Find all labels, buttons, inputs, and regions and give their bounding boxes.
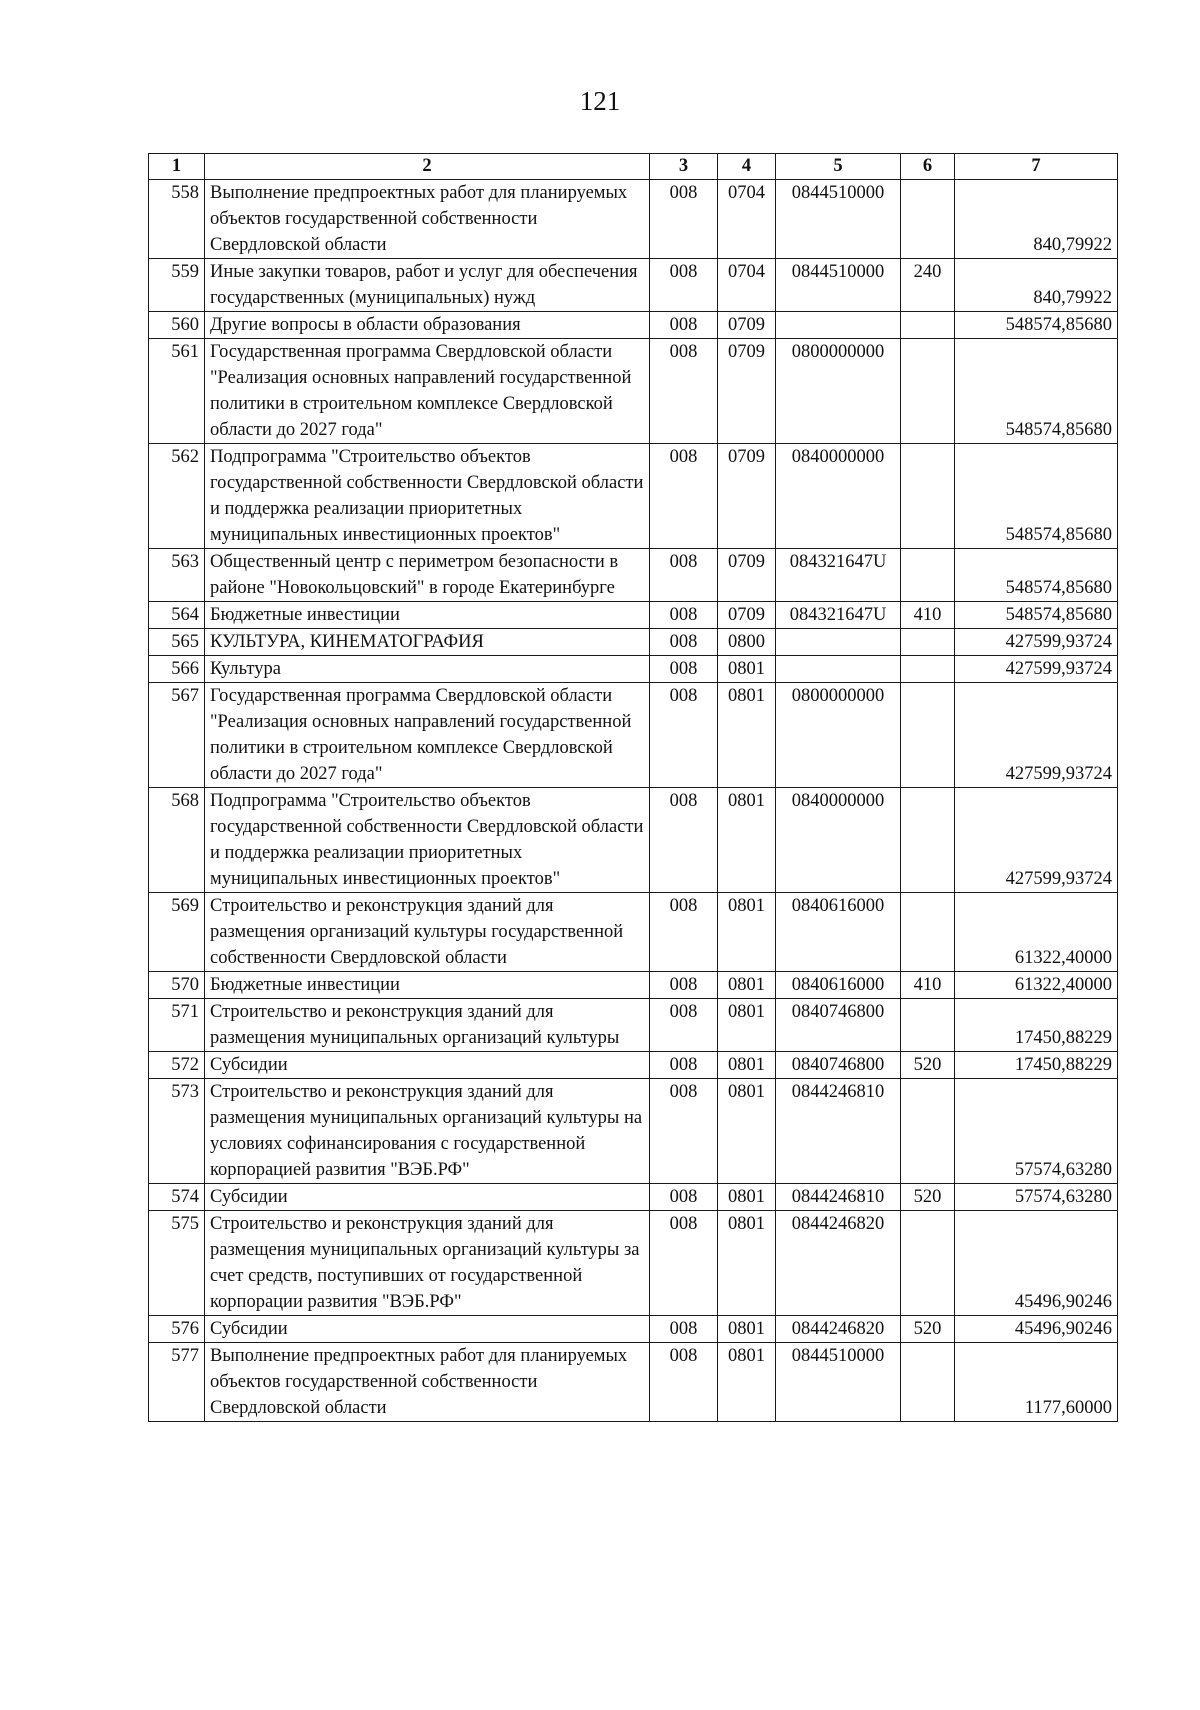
header-col-7: 7 bbox=[955, 154, 1118, 180]
row-number: 562 bbox=[149, 444, 205, 549]
row-code-4: 0801 bbox=[718, 1211, 776, 1316]
budget-table bbox=[148, 153, 1118, 1422]
row-name: Строительство и реконструкция зданий для размещения муниципальных организаций культуры на условиях софинансирования с государственной корпорацией развития "ВЭБ.РФ" bbox=[205, 1079, 650, 1184]
row-code-5: 0840746800 bbox=[776, 1052, 901, 1079]
row-number: 558 bbox=[149, 180, 205, 259]
row-code-4: 0800 bbox=[718, 629, 776, 656]
row-code-4: 0801 bbox=[718, 893, 776, 972]
row-amount: 427599,93724 bbox=[955, 683, 1118, 788]
row-code-5: 0840746800 bbox=[776, 999, 901, 1052]
row-code-6: 410 bbox=[901, 972, 955, 999]
header-col-3: 3 bbox=[650, 154, 718, 180]
row-number: 570 bbox=[149, 972, 205, 999]
row-code-5: 0844510000 bbox=[776, 1343, 901, 1422]
row-code-6 bbox=[901, 180, 955, 259]
header-col-4: 4 bbox=[718, 154, 776, 180]
row-number: 566 bbox=[149, 656, 205, 683]
row-code-5 bbox=[776, 656, 901, 683]
header-col-6: 6 bbox=[901, 154, 955, 180]
row-code-4: 0704 bbox=[718, 259, 776, 312]
row-code-3: 008 bbox=[650, 1052, 718, 1079]
row-number: 561 bbox=[149, 339, 205, 444]
table-row bbox=[149, 683, 1118, 788]
row-code-3: 008 bbox=[650, 444, 718, 549]
row-name: Строительство и реконструкция зданий для размещения организаций культуры государственной собственности Свердловской области bbox=[205, 893, 650, 972]
row-code-3: 008 bbox=[650, 549, 718, 602]
row-number: 572 bbox=[149, 1052, 205, 1079]
row-name: Субсидии bbox=[205, 1052, 650, 1079]
row-number: 559 bbox=[149, 259, 205, 312]
table-row bbox=[149, 339, 1118, 444]
row-name: Подпрограмма "Строительство объектов государственной собственности Свердловской области и поддержка реализации приоритетных муниципальных инвестиционных проектов" bbox=[205, 788, 650, 893]
row-code-6: 410 bbox=[901, 602, 955, 629]
row-code-5: 0840000000 bbox=[776, 788, 901, 893]
header-col-5: 5 bbox=[776, 154, 901, 180]
row-code-6 bbox=[901, 683, 955, 788]
row-name: Государственная программа Свердловской области "Реализация основных направлений государственной политики в строительном комплексе Свердловской области до 2027 года" bbox=[205, 339, 650, 444]
row-name: Бюджетные инвестиции bbox=[205, 602, 650, 629]
row-code-4: 0801 bbox=[718, 999, 776, 1052]
row-code-6: 240 bbox=[901, 259, 955, 312]
row-amount: 840,79922 bbox=[955, 259, 1118, 312]
row-code-5: 0844246810 bbox=[776, 1184, 901, 1211]
table-body bbox=[149, 180, 1118, 1422]
row-number: 564 bbox=[149, 602, 205, 629]
row-code-4: 0801 bbox=[718, 1343, 776, 1422]
row-name: Государственная программа Свердловской области "Реализация основных направлений государственной политики в строительном комплексе Свердловской области до 2027 года" bbox=[205, 683, 650, 788]
table-row bbox=[149, 788, 1118, 893]
row-code-4: 0801 bbox=[718, 972, 776, 999]
table-row bbox=[149, 1316, 1118, 1343]
row-code-5: 0840000000 bbox=[776, 444, 901, 549]
row-number: 574 bbox=[149, 1184, 205, 1211]
row-code-3: 008 bbox=[650, 312, 718, 339]
row-code-4: 0801 bbox=[718, 656, 776, 683]
header-row bbox=[149, 154, 1118, 180]
row-code-5: 0800000000 bbox=[776, 683, 901, 788]
row-code-5: 0840616000 bbox=[776, 972, 901, 999]
row-code-4: 0801 bbox=[718, 788, 776, 893]
row-code-6 bbox=[901, 549, 955, 602]
table-row bbox=[149, 1211, 1118, 1316]
header-col-2: 2 bbox=[205, 154, 650, 180]
row-amount: 427599,93724 bbox=[955, 629, 1118, 656]
row-name: Выполнение предпроектных работ для планируемых объектов государственной собственности Свердловской области bbox=[205, 180, 650, 259]
row-name: Субсидии bbox=[205, 1184, 650, 1211]
row-code-5: 084321647U bbox=[776, 602, 901, 629]
row-code-6 bbox=[901, 444, 955, 549]
row-number: 568 bbox=[149, 788, 205, 893]
row-number: 563 bbox=[149, 549, 205, 602]
row-name: Бюджетные инвестиции bbox=[205, 972, 650, 999]
row-amount: 61322,40000 bbox=[955, 972, 1118, 999]
row-code-5: 0844246810 bbox=[776, 1079, 901, 1184]
row-amount: 548574,85680 bbox=[955, 444, 1118, 549]
row-code-3: 008 bbox=[650, 1184, 718, 1211]
row-code-3: 008 bbox=[650, 788, 718, 893]
row-code-3: 008 bbox=[650, 893, 718, 972]
row-amount: 548574,85680 bbox=[955, 602, 1118, 629]
row-code-4: 0801 bbox=[718, 1052, 776, 1079]
row-code-4: 0801 bbox=[718, 1184, 776, 1211]
row-amount: 548574,85680 bbox=[955, 549, 1118, 602]
row-code-6 bbox=[901, 1211, 955, 1316]
row-name: Иные закупки товаров, работ и услуг для обеспечения государственных (муниципальных) нужд bbox=[205, 259, 650, 312]
row-code-6: 520 bbox=[901, 1316, 955, 1343]
row-code-5: 0844510000 bbox=[776, 180, 901, 259]
row-name: Субсидии bbox=[205, 1316, 650, 1343]
row-code-3: 008 bbox=[650, 1343, 718, 1422]
row-code-5: 084321647U bbox=[776, 549, 901, 602]
row-code-3: 008 bbox=[650, 999, 718, 1052]
row-code-3: 008 bbox=[650, 259, 718, 312]
table-row bbox=[149, 1184, 1118, 1211]
table-row bbox=[149, 999, 1118, 1052]
row-name: Выполнение предпроектных работ для планируемых объектов государственной собственности Свердловской области bbox=[205, 1343, 650, 1422]
row-name: Культура bbox=[205, 656, 650, 683]
row-code-5: 0800000000 bbox=[776, 339, 901, 444]
row-amount: 45496,90246 bbox=[955, 1316, 1118, 1343]
row-code-5 bbox=[776, 629, 901, 656]
row-amount: 548574,85680 bbox=[955, 312, 1118, 339]
row-amount: 57574,63280 bbox=[955, 1079, 1118, 1184]
table-row bbox=[149, 972, 1118, 999]
row-code-4: 0709 bbox=[718, 444, 776, 549]
table-row bbox=[149, 312, 1118, 339]
row-code-5 bbox=[776, 312, 901, 339]
row-amount: 840,79922 bbox=[955, 180, 1118, 259]
row-number: 565 bbox=[149, 629, 205, 656]
page-number: 121 bbox=[579, 86, 621, 116]
table-row bbox=[149, 259, 1118, 312]
row-code-6: 520 bbox=[901, 1184, 955, 1211]
row-code-6 bbox=[901, 339, 955, 444]
row-code-4: 0801 bbox=[718, 1079, 776, 1184]
row-amount: 61322,40000 bbox=[955, 893, 1118, 972]
row-code-3: 008 bbox=[650, 972, 718, 999]
row-amount: 17450,88229 bbox=[955, 999, 1118, 1052]
table-row bbox=[149, 1079, 1118, 1184]
row-code-6 bbox=[901, 1079, 955, 1184]
row-name: КУЛЬТУРА, КИНЕМАТОГРАФИЯ bbox=[205, 629, 650, 656]
row-amount: 548574,85680 bbox=[955, 339, 1118, 444]
row-code-3: 008 bbox=[650, 1211, 718, 1316]
row-name: Общественный центр с периметром безопасности в районе "Новокольцовский" в городе Екатеринбурге bbox=[205, 549, 650, 602]
row-code-6: 520 bbox=[901, 1052, 955, 1079]
row-code-4: 0801 bbox=[718, 1316, 776, 1343]
table-row bbox=[149, 602, 1118, 629]
row-amount: 1177,60000 bbox=[955, 1343, 1118, 1422]
table-row bbox=[149, 1343, 1118, 1422]
table-header bbox=[149, 154, 1118, 180]
row-name: Строительство и реконструкция зданий для размещения муниципальных организаций культуры bbox=[205, 999, 650, 1052]
row-amount: 427599,93724 bbox=[955, 656, 1118, 683]
row-code-4: 0709 bbox=[718, 602, 776, 629]
row-code-3: 008 bbox=[650, 1079, 718, 1184]
row-code-3: 008 bbox=[650, 1316, 718, 1343]
row-code-4: 0709 bbox=[718, 339, 776, 444]
row-code-6 bbox=[901, 629, 955, 656]
row-code-3: 008 bbox=[650, 180, 718, 259]
table-row bbox=[149, 893, 1118, 972]
row-number: 573 bbox=[149, 1079, 205, 1184]
row-code-6 bbox=[901, 893, 955, 972]
row-code-6 bbox=[901, 999, 955, 1052]
row-code-3: 008 bbox=[650, 602, 718, 629]
table-row bbox=[149, 444, 1118, 549]
table-row bbox=[149, 629, 1118, 656]
row-name: Строительство и реконструкция зданий для размещения муниципальных организаций культуры за счет средств, поступивших от государственной корпорации развития "ВЭБ.РФ" bbox=[205, 1211, 650, 1316]
row-number: 560 bbox=[149, 312, 205, 339]
row-code-6 bbox=[901, 656, 955, 683]
table-row bbox=[149, 549, 1118, 602]
row-number: 575 bbox=[149, 1211, 205, 1316]
row-code-5: 0844246820 bbox=[776, 1316, 901, 1343]
row-code-5: 0840616000 bbox=[776, 893, 901, 972]
row-code-3: 008 bbox=[650, 683, 718, 788]
row-code-4: 0704 bbox=[718, 180, 776, 259]
row-code-5: 0844510000 bbox=[776, 259, 901, 312]
row-code-4: 0709 bbox=[718, 549, 776, 602]
row-amount: 57574,63280 bbox=[955, 1184, 1118, 1211]
row-number: 571 bbox=[149, 999, 205, 1052]
row-name: Подпрограмма "Строительство объектов государственной собственности Свердловской области и поддержка реализации приоритетных муниципальных инвестиционных проектов" bbox=[205, 444, 650, 549]
row-code-6 bbox=[901, 312, 955, 339]
row-number: 569 bbox=[149, 893, 205, 972]
row-amount: 17450,88229 bbox=[955, 1052, 1118, 1079]
table-row bbox=[149, 180, 1118, 259]
row-code-4: 0801 bbox=[718, 683, 776, 788]
header-col-1: 1 bbox=[149, 154, 205, 180]
table-row bbox=[149, 656, 1118, 683]
row-code-4: 0709 bbox=[718, 312, 776, 339]
row-code-6 bbox=[901, 788, 955, 893]
row-code-6 bbox=[901, 1343, 955, 1422]
row-number: 577 bbox=[149, 1343, 205, 1422]
row-number: 576 bbox=[149, 1316, 205, 1343]
row-number: 567 bbox=[149, 683, 205, 788]
row-code-3: 008 bbox=[650, 656, 718, 683]
row-amount: 45496,90246 bbox=[955, 1211, 1118, 1316]
row-code-3: 008 bbox=[650, 629, 718, 656]
row-code-5: 0844246820 bbox=[776, 1211, 901, 1316]
table-row bbox=[149, 1052, 1118, 1079]
row-code-3: 008 bbox=[650, 339, 718, 444]
row-amount: 427599,93724 bbox=[955, 788, 1118, 893]
row-name: Другие вопросы в области образования bbox=[205, 312, 650, 339]
